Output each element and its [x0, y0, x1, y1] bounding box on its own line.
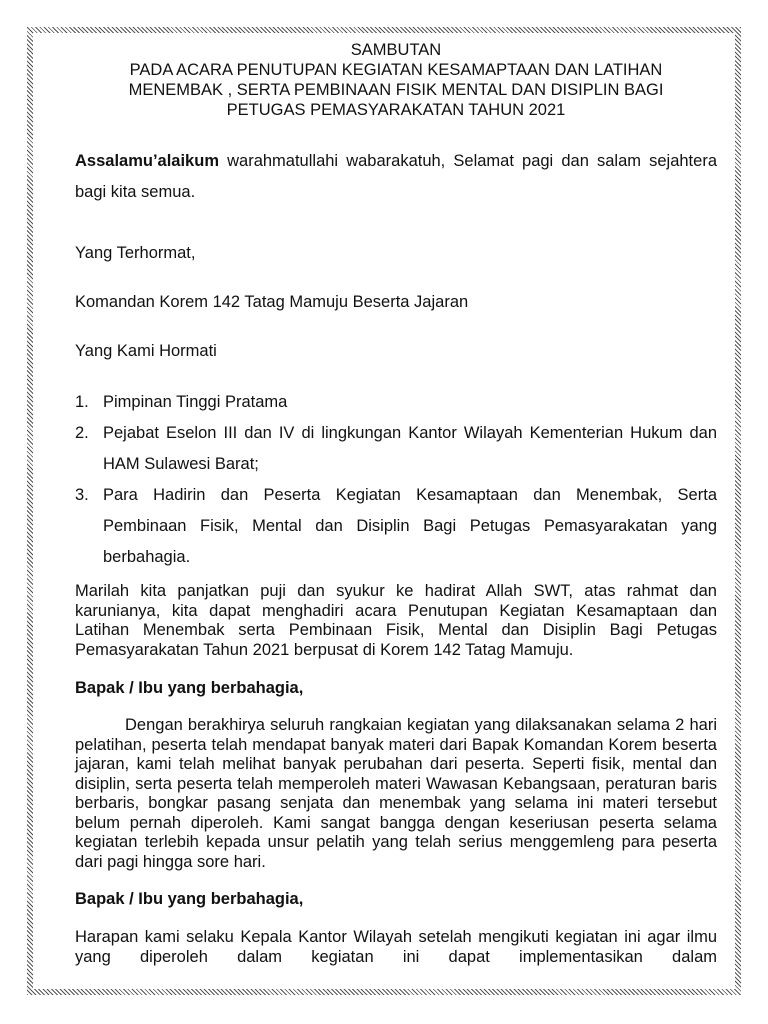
- salutation-komandan: Komandan Korem 142 Tatag Mamuju Beserta Jajaran: [75, 293, 469, 311]
- list-item: [75, 387, 717, 418]
- title-line-1: SAMBUTAN: [350, 41, 442, 59]
- greeting-salam: Assalamu’alaikum: [75, 152, 219, 170]
- list-item: [75, 480, 717, 573]
- title-line-2: PADA ACARA PENUTUPAN KEGIATAN KESAMAPTAAN DAN LATIHAN: [129, 61, 663, 79]
- greeting-text: warahmatullahi wabarakatuh, Selamat pagi dan salam sejahtera bagi kita semua.: [75, 152, 717, 201]
- list-item: [75, 418, 717, 480]
- list-text: Pimpinan Tinggi Pratama: [103, 393, 288, 411]
- salutation-kami-hormati: Yang Kami Hormati: [75, 342, 217, 360]
- list-number: 1.: [75, 393, 89, 411]
- title-line-4: PETUGAS PEMASYARAKATAN TAHUN 2021: [226, 101, 566, 119]
- title-line-3: MENEMBAK , SERTA PEMBINAAN FISIK MENTAL DAN DISIPLIN BAGI: [128, 81, 664, 99]
- list-text: Para Hadirin dan Peserta Kegiatan Kesamaptaan dan Menembak, Serta Pembinaan Fisik, Mental dan Disiplin Bagi Petugas Pemasyarakatan yang berbahagia.: [103, 486, 717, 566]
- list-text: Pejabat Eselon III dan IV di lingkungan Kantor Wilayah Kementerian Hukum dan HAM Sulawesi Barat;: [103, 424, 717, 473]
- document-page: [75, 40, 717, 967]
- salutation-terhormat: Yang Terhormat,: [75, 244, 196, 262]
- paragraph-activities: Dengan berakhirya seluruh rangkaian kegiatan yang dilaksanakan selama 2 hari pelatihan, peserta telah mendapat banyak materi dari Bapak Komandan Korem beserta jajaran, kami telah melihat banyak perubahan dari peserta. Seperti fisik, mental dan disiplin, serta peserta telah memperoleh materi Wawasan Kebangsaan, peraturan baris berbaris, bongkar pasang senjata dan menembak yang selama ini materi tersebut belum pernah diperoleh. Kami sangat bangga dengan keseriusan peserta selama kegiatan terlebih kepada unsur pelatih yang telah serius menggemleng para peserta dari pagi hingga sore hari.: [75, 716, 717, 871]
- heading-bapak-ibu-1: Bapak / Ibu yang berbahagia,: [75, 679, 304, 697]
- honored-guests-list: [75, 387, 717, 573]
- paragraph-gratitude: Marilah kita panjatkan puji dan syukur ke hadirat Allah SWT, atas rahmat dan karunianya, kita dapat menghadiri acara Penutupan Kegiatan Kesamaptaan dan Latihan Menembak serta Pembinaan Fisik, Mental dan Disiplin Bagi Petugas Pemasyarakatan Tahun 2021 berpusat di Korem 142 Tatag Mamuju.: [75, 582, 717, 659]
- greeting-paragraph: [75, 146, 717, 208]
- list-number: 3.: [75, 486, 89, 504]
- heading-bapak-ibu-2: Bapak / Ibu yang berbahagia,: [75, 890, 304, 908]
- document-title: [75, 40, 717, 120]
- paragraph-hope: Harapan kami selaku Kepala Kantor Wilayah setelah mengikuti kegiatan ini agar ilmu yang diperoleh dalam kegiatan ini dapat implementasikan dalam: [75, 928, 717, 966]
- list-number: 2.: [75, 424, 89, 442]
